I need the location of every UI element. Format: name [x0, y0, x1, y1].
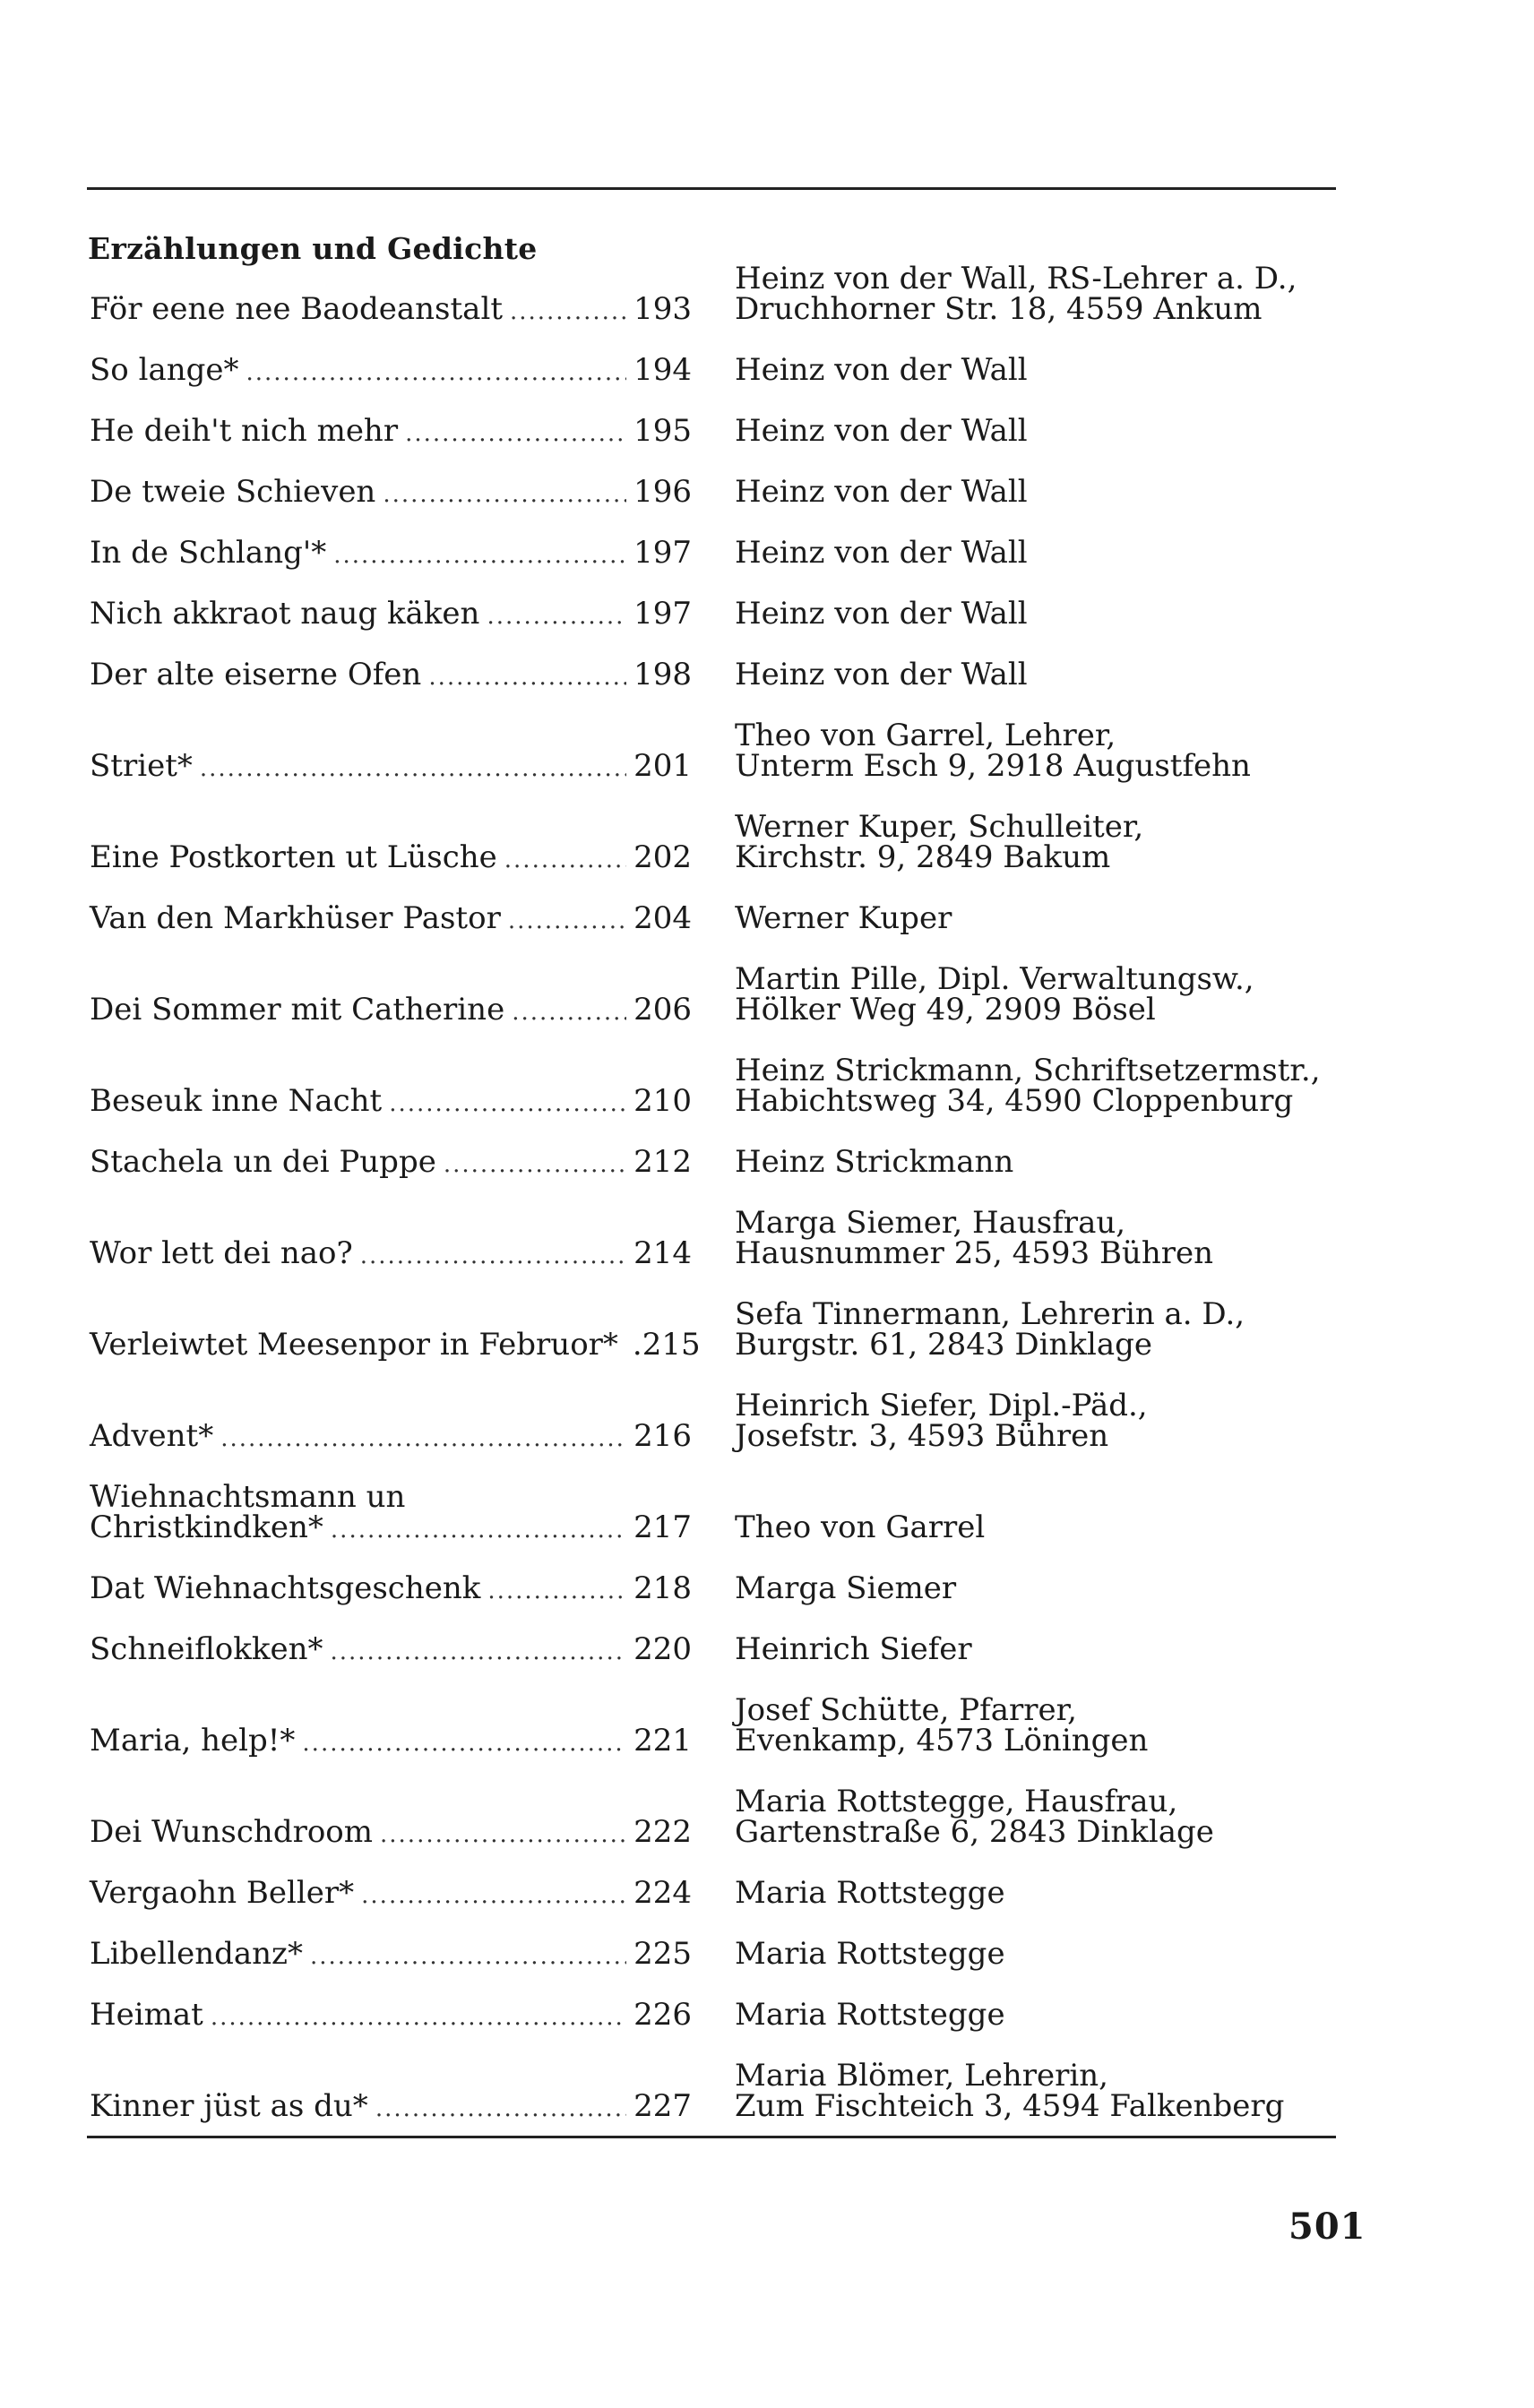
dot-leader [220, 1423, 626, 1454]
entry-page-number: 214 [633, 1235, 692, 1271]
dot-leader [389, 1088, 626, 1119]
author-line: Gartenstraße 6, 2843 Dinklage [735, 1814, 1214, 1850]
dot-leader [310, 1941, 626, 1972]
dot-leader [380, 1819, 626, 1850]
page-number: 501 [1288, 2206, 1366, 2248]
dot-leader [211, 2002, 626, 2033]
author-line: Kirchstr. 9, 2849 Bakum [735, 839, 1111, 875]
dot-leader [383, 479, 626, 510]
entry-title: Dat Wiehnachtsgeschenk [90, 1570, 481, 1606]
dot-leader [331, 1637, 627, 1667]
entry-page-number: 221 [633, 1723, 692, 1759]
entry-title: He deih't nich mehr [90, 413, 399, 449]
toc-entry [90, 1631, 692, 1667]
entry-title: Kinner jüst as du* [90, 2088, 368, 2124]
entry-page-number: 225 [633, 1936, 692, 1972]
toc-entry [90, 1509, 692, 1545]
author-line: Josef Schütte, Pfarrer, [735, 1692, 1077, 1728]
author-line: Heinrich Siefer [735, 1631, 972, 1667]
author-line: Heinz von der Wall [735, 413, 1028, 449]
dot-leader [246, 357, 627, 388]
author-line: Heinz von der Wall [735, 352, 1028, 388]
toc-entry [90, 2088, 692, 2124]
dot-leader [200, 753, 626, 784]
dot-leader [361, 1880, 626, 1911]
entry-title: So lange* [90, 352, 239, 388]
toc-entry [90, 1875, 692, 1911]
entry-title: Verleiwtet Meesenpor in Februor* [90, 1327, 618, 1363]
dot-leader [487, 601, 626, 632]
author-line: Burgstr. 61, 2843 Dinklage [735, 1327, 1153, 1363]
entry-page-number: 222 [633, 1814, 692, 1850]
dot-leader [333, 540, 626, 571]
toc-entry [90, 1725, 692, 1759]
author-line: Theo von Garrel, Lehrer, [735, 718, 1116, 753]
author-line: Werner Kuper, Schulleiter, [735, 809, 1144, 845]
dot-leader [331, 1515, 626, 1545]
entry-page-number: 220 [633, 1631, 692, 1667]
entry-page-number: 227 [633, 2088, 692, 2124]
author-line: Maria Rottstegge [735, 1875, 1005, 1911]
entry-title: Der alte eiserne Ofen [90, 657, 422, 692]
entry-title: De tweie Schieven [90, 474, 376, 510]
dot-leader [510, 297, 626, 327]
dot-leader [504, 845, 626, 875]
toc-entry [90, 598, 692, 632]
toc-entry [90, 291, 692, 327]
entry-title: Van den Markhüser Pastor [90, 900, 501, 936]
author-line: Heinz Strickmann [735, 1144, 1014, 1180]
dot-leader [360, 1241, 626, 1271]
entry-title: Eine Postkorten ut Lüsche [90, 839, 497, 875]
entry-title: Vergaohn Beller* [90, 1875, 355, 1911]
entry-title-line1: Wiehnachtsmann un [90, 1479, 406, 1515]
author-line: Heinz Strickmann, Schriftsetzermstr., [735, 1053, 1321, 1088]
entry-title: Dei Sommer mit Catherine [90, 992, 505, 1028]
author-line: Sefa Tinnermann, Lehrerin a. D., [735, 1296, 1245, 1332]
dot-leader [375, 2094, 626, 2124]
entry-page-number: 216 [633, 1418, 692, 1454]
entry-page-number: 197 [633, 596, 692, 632]
entry-title: Beseuk inne Nacht [90, 1083, 383, 1119]
toc-entry [90, 994, 692, 1028]
entry-title: Heimat [90, 1997, 203, 2033]
entry-page-number: 202 [633, 839, 692, 875]
entry-title: In de Schlang'* [90, 535, 327, 571]
entry-page-number: 218 [633, 1570, 692, 1606]
author-line: Druchhorner Str. 18, 4559 Ankum [735, 291, 1263, 327]
dot-leader [302, 1728, 626, 1759]
toc-entry [90, 1814, 692, 1850]
entry-page-number: 210 [633, 1083, 692, 1119]
entry-title: Christkindken* [90, 1509, 323, 1545]
dot-leader [428, 662, 626, 692]
entry-title: Stachela un dei Puppe [90, 1144, 436, 1180]
top-rule [87, 187, 1336, 190]
toc-entry [90, 352, 692, 388]
toc-entry [90, 659, 692, 692]
author-line: Heinrich Siefer, Dipl.-Päd., [735, 1388, 1148, 1423]
entry-page-number: 193 [633, 291, 692, 327]
entry-page-number: 195 [633, 413, 692, 449]
toc-entry [90, 839, 692, 875]
author-line: Zum Fischteich 3, 4594 Falkenberg [735, 2088, 1285, 2124]
toc-entry [90, 1327, 701, 1363]
toc-entry [90, 413, 692, 449]
entry-page-number: 212 [633, 1144, 692, 1180]
entry-title: Wor lett dei nao? [90, 1235, 353, 1271]
entry-title: Striet* [90, 748, 193, 784]
entry-page-number: 196 [633, 474, 692, 510]
entry-page-number: .215 [632, 1327, 701, 1363]
entry-title: För eene nee Baodeanstalt [90, 291, 503, 327]
entry-page-number: 201 [633, 748, 692, 784]
entry-page-number: 206 [633, 992, 692, 1028]
entry-title: Schneiflokken* [90, 1631, 323, 1667]
entry-page-number: 198 [633, 657, 692, 692]
author-line: Heinz von der Wall, RS-Lehrer a. D., [735, 261, 1297, 297]
dot-leader [405, 418, 626, 449]
toc-entry [90, 1083, 692, 1119]
toc-entry [90, 535, 692, 571]
toc-entry [90, 474, 692, 510]
author-line: Josefstr. 3, 4593 Bühren [735, 1418, 1109, 1454]
bottom-rule [87, 2136, 1336, 2138]
toc-entry [90, 1235, 692, 1271]
author-line: Maria Rottstegge [735, 1997, 1005, 2033]
dot-leader [487, 1576, 626, 1606]
entry-title: Libellendanz* [90, 1936, 303, 1972]
author-line: Hausnummer 25, 4593 Bühren [735, 1235, 1213, 1271]
author-line: Heinz von der Wall [735, 474, 1028, 510]
dot-leader [508, 906, 626, 936]
toc-entry [90, 1570, 692, 1606]
author-line: Martin Pille, Dipl. Verwaltungsw., [735, 961, 1254, 997]
entry-page-number: 194 [633, 352, 692, 388]
entry-title: Advent* [90, 1418, 214, 1454]
author-line: Unterm Esch 9, 2918 Augustfehn [735, 748, 1251, 784]
author-line: Maria Blömer, Lehrerin, [735, 2058, 1108, 2094]
section-title: Erzählungen und Gedichte [88, 231, 538, 266]
toc-entry [90, 900, 692, 936]
dot-leader [512, 997, 626, 1028]
author-line: Heinz von der Wall [735, 596, 1028, 632]
toc-entry [90, 1936, 692, 1972]
toc-entry [90, 1418, 692, 1454]
dot-leader [444, 1149, 626, 1180]
author-line: Marga Siemer [735, 1570, 957, 1606]
entry-page-number: 217 [633, 1509, 692, 1545]
entry-title: Nich akkraot naug käken [90, 596, 480, 632]
author-line: Heinz von der Wall [735, 535, 1028, 571]
author-line: Werner Kuper [735, 900, 952, 936]
author-line: Marga Siemer, Hausfrau, [735, 1205, 1126, 1241]
toc-entry [90, 748, 692, 784]
entry-page-number: 204 [633, 900, 692, 936]
entry-title: Dei Wunschdroom [90, 1814, 374, 1850]
author-line: Hölker Weg 49, 2909 Bösel [735, 992, 1156, 1028]
author-line: Heinz von der Wall [735, 657, 1028, 692]
entry-title: Maria, help!* [90, 1723, 296, 1759]
author-line: Evenkamp, 4573 Löningen [735, 1723, 1149, 1759]
author-line: Maria Rottstegge, Hausfrau, [735, 1784, 1178, 1819]
entry-page-number: 226 [633, 1997, 692, 2033]
author-line: Theo von Garrel [735, 1509, 986, 1545]
toc-entry [90, 1997, 692, 2033]
entry-page-number: 197 [633, 535, 692, 571]
author-line: Maria Rottstegge [735, 1936, 1005, 1972]
entry-page-number: 224 [633, 1875, 692, 1911]
author-line: Habichtsweg 34, 4590 Cloppenburg [735, 1083, 1294, 1119]
toc-entry [90, 1144, 692, 1180]
